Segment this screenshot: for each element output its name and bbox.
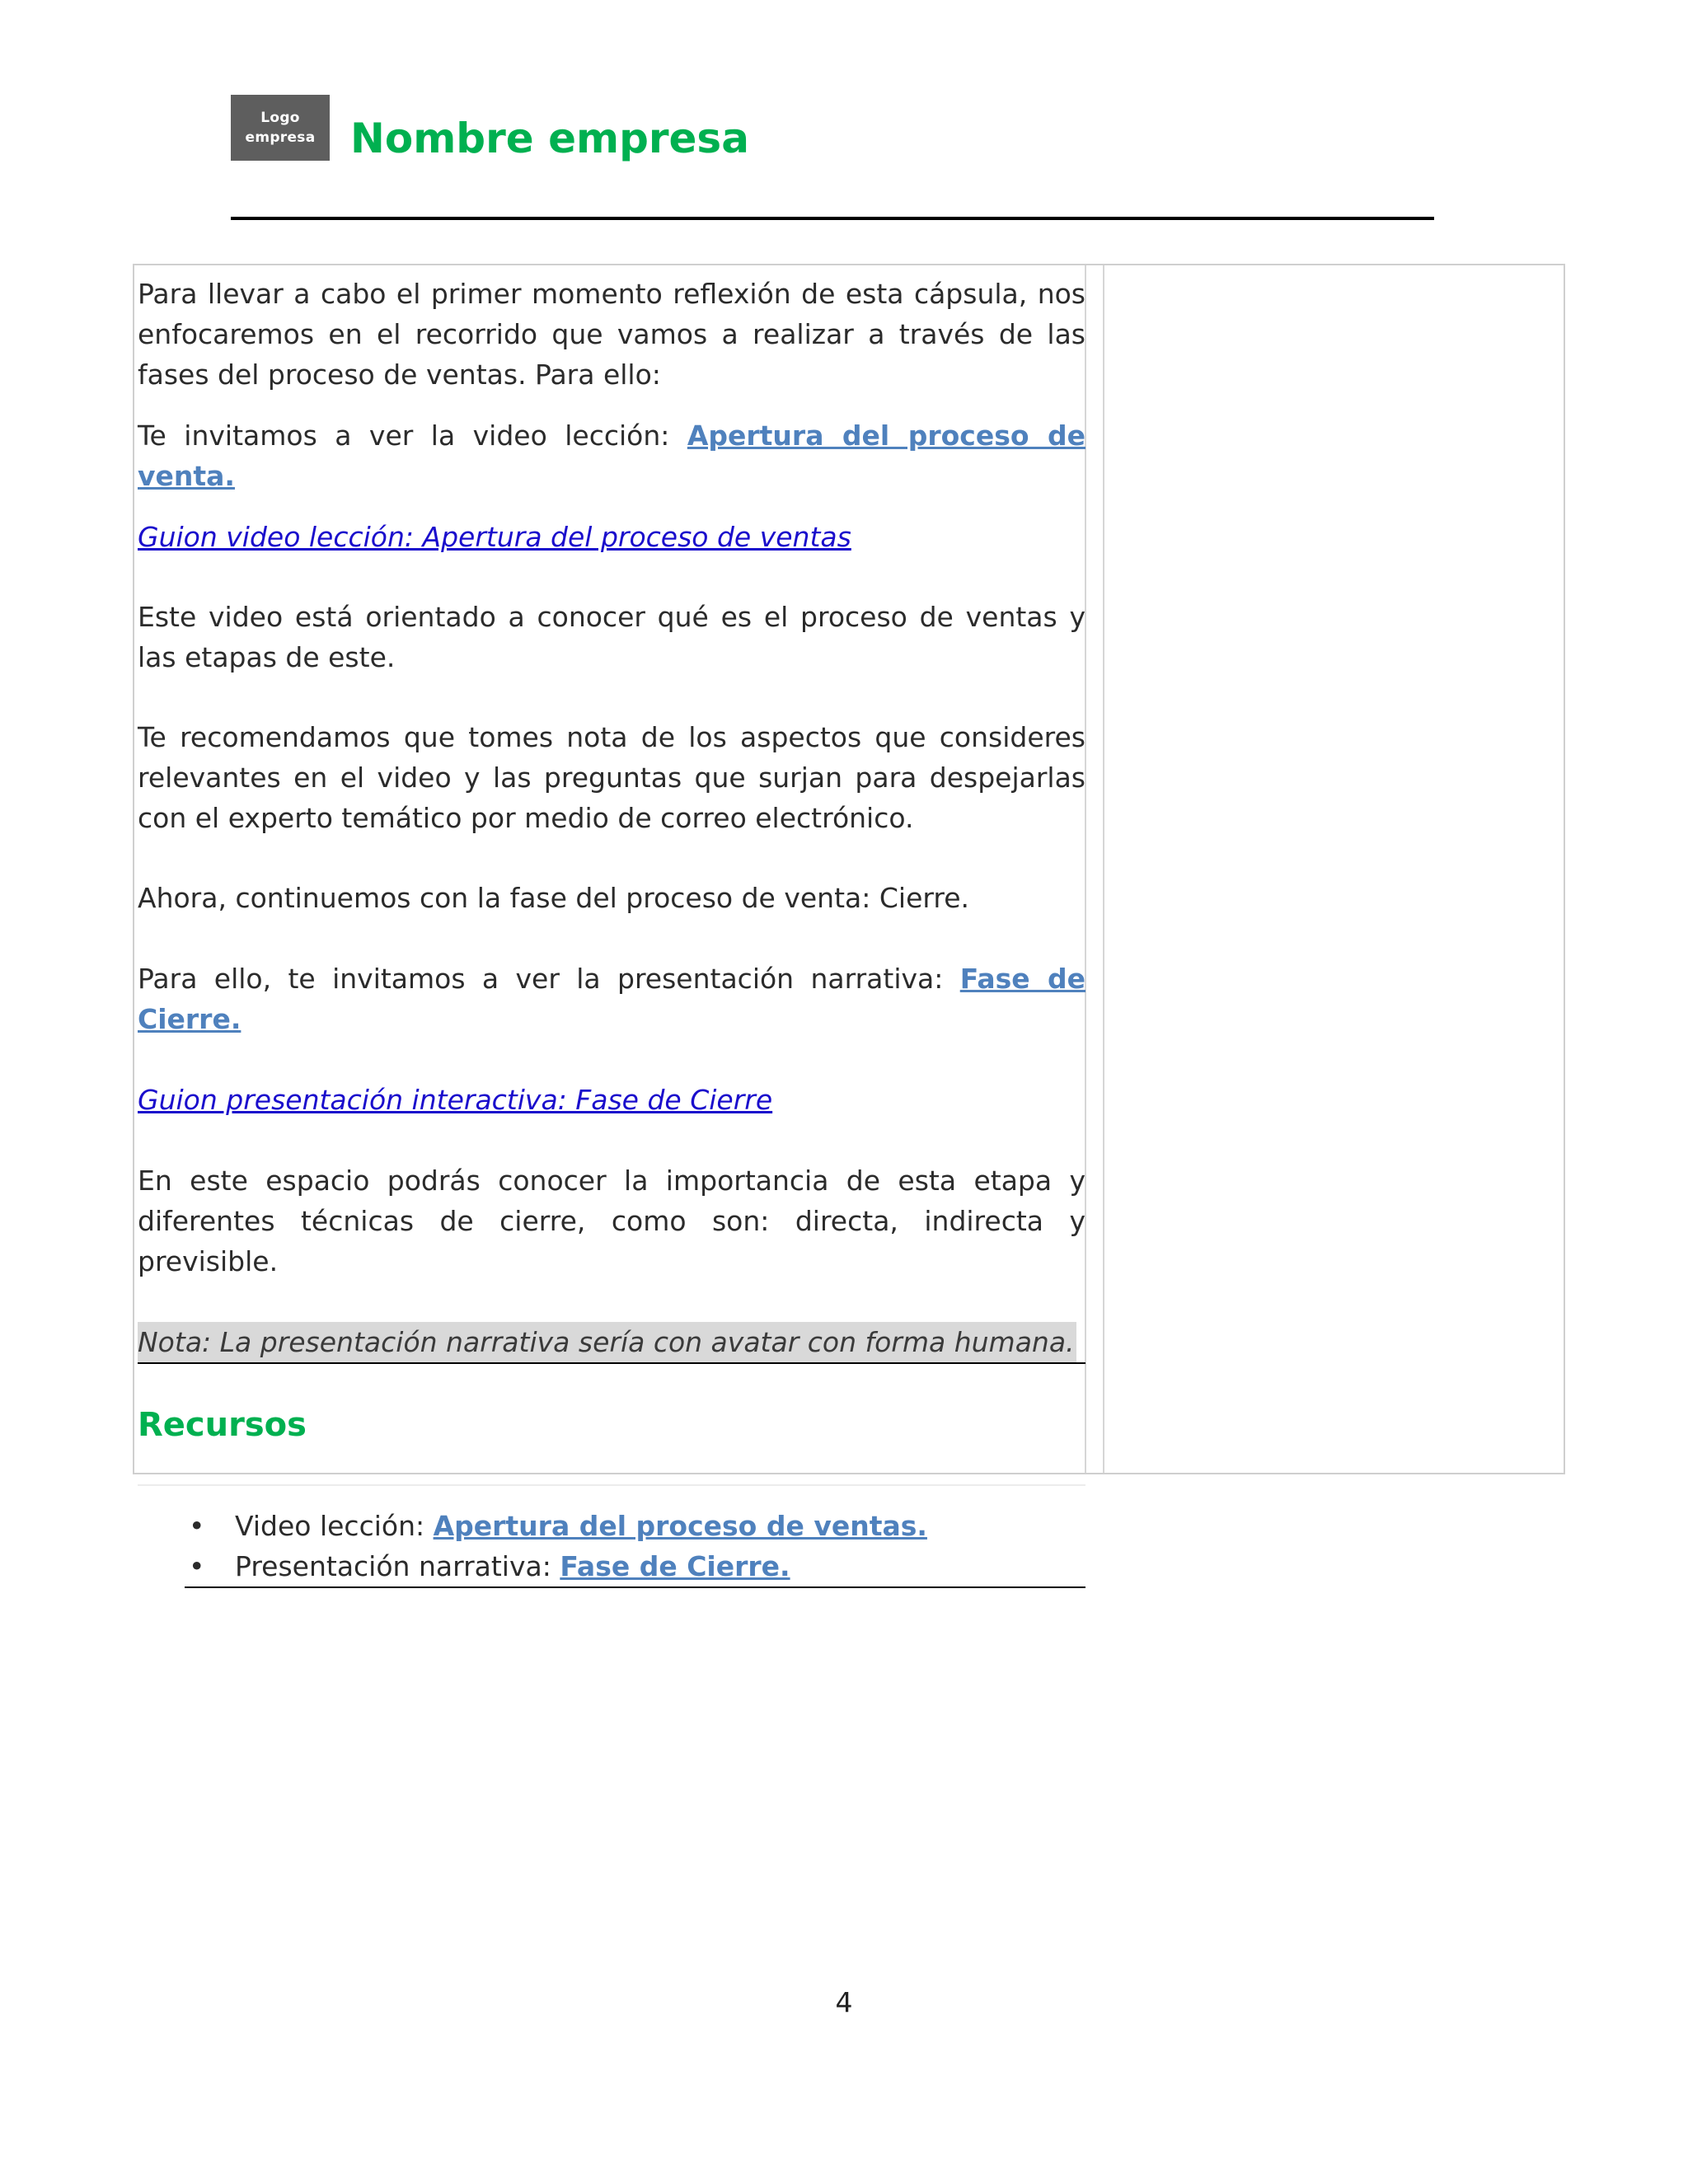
continue-paragraph: Ahora, continuemos con la fase del proceso de venta: Cierre. <box>138 882 969 914</box>
presentation-invite-paragraph <box>138 958 1085 1039</box>
presentation-invite-text: Para ello, te invitamos a ver la presentación narrativa: <box>138 963 960 995</box>
bullet-icon: • <box>189 1550 205 1582</box>
column-divider <box>1103 265 1104 1473</box>
note-paragraph <box>138 1322 1085 1362</box>
resources-list <box>138 1506 1085 1586</box>
video-invite-text: Te invitamos a ver la video lección: <box>138 419 687 452</box>
recommendation-paragraph: Te recomendamos que tomes nota de los aspectos que consideres relevantes en el video y las preguntas que surjan para despejarlas con el experto temático por medio de correo electrónico. <box>138 721 1085 834</box>
presentation-script-paragraph <box>138 1080 1085 1120</box>
header-divider <box>231 217 1434 220</box>
resource-item-video <box>138 1506 1085 1546</box>
bullet-icon: • <box>189 1510 205 1542</box>
note-underline <box>138 1362 1085 1364</box>
resource-label: Presentación narrativa: <box>235 1550 560 1582</box>
video-description: Este video está orientado a conocer qué es el proceso de ventas y las etapas de este. <box>138 601 1085 673</box>
company-name: Nombre empresa <box>350 115 749 162</box>
note-highlight: Nota: La presentación narrativa sería con avatar con forma humana. <box>138 1322 1076 1362</box>
intro-paragraph: Para llevar a cabo el primer momento reflexión de esta cápsula, nos enfocaremos en el recorrido que vamos a realizar a través de las fases del proceso de ventas. Para ello: <box>138 278 1085 391</box>
resource-item-presentation <box>138 1546 1085 1586</box>
presentation-script-link[interactable]: Guion presentación interactiva: Fase de Cierre <box>138 1084 773 1116</box>
space-description: En este espacio podrás conocer la importancia de esta etapa y diferentes técnicas de cierre, como son: directa, indirecta y previsible. <box>138 1165 1085 1277</box>
logo-text-line1: Logo <box>260 110 300 126</box>
video-script-link[interactable]: Guion video lección: Apertura del proceso de ventas <box>138 521 851 553</box>
resources-underline <box>185 1586 1085 1588</box>
page-number: 4 <box>835 1986 853 2018</box>
video-invite-paragraph <box>138 415 1085 496</box>
main-content-cell <box>138 274 1085 1588</box>
video-lesson-link[interactable]: Apertura del proceso de venta. <box>138 419 1085 492</box>
presentation-link[interactable]: Fase de Cierre. <box>138 963 1085 1035</box>
video-script-paragraph <box>138 517 1085 557</box>
company-logo <box>231 95 330 161</box>
resource-label: Video lección: <box>235 1510 434 1542</box>
logo-text-line2: empresa <box>245 129 316 146</box>
page-header <box>231 95 1434 223</box>
content-table <box>133 264 1565 1582</box>
resources-divider <box>138 1484 1085 1486</box>
resource-video-link[interactable]: Apertura del proceso de ventas. <box>433 1510 927 1542</box>
resources-heading: Recursos <box>138 1406 307 1444</box>
resource-presentation-link[interactable]: Fase de Cierre. <box>560 1550 790 1582</box>
